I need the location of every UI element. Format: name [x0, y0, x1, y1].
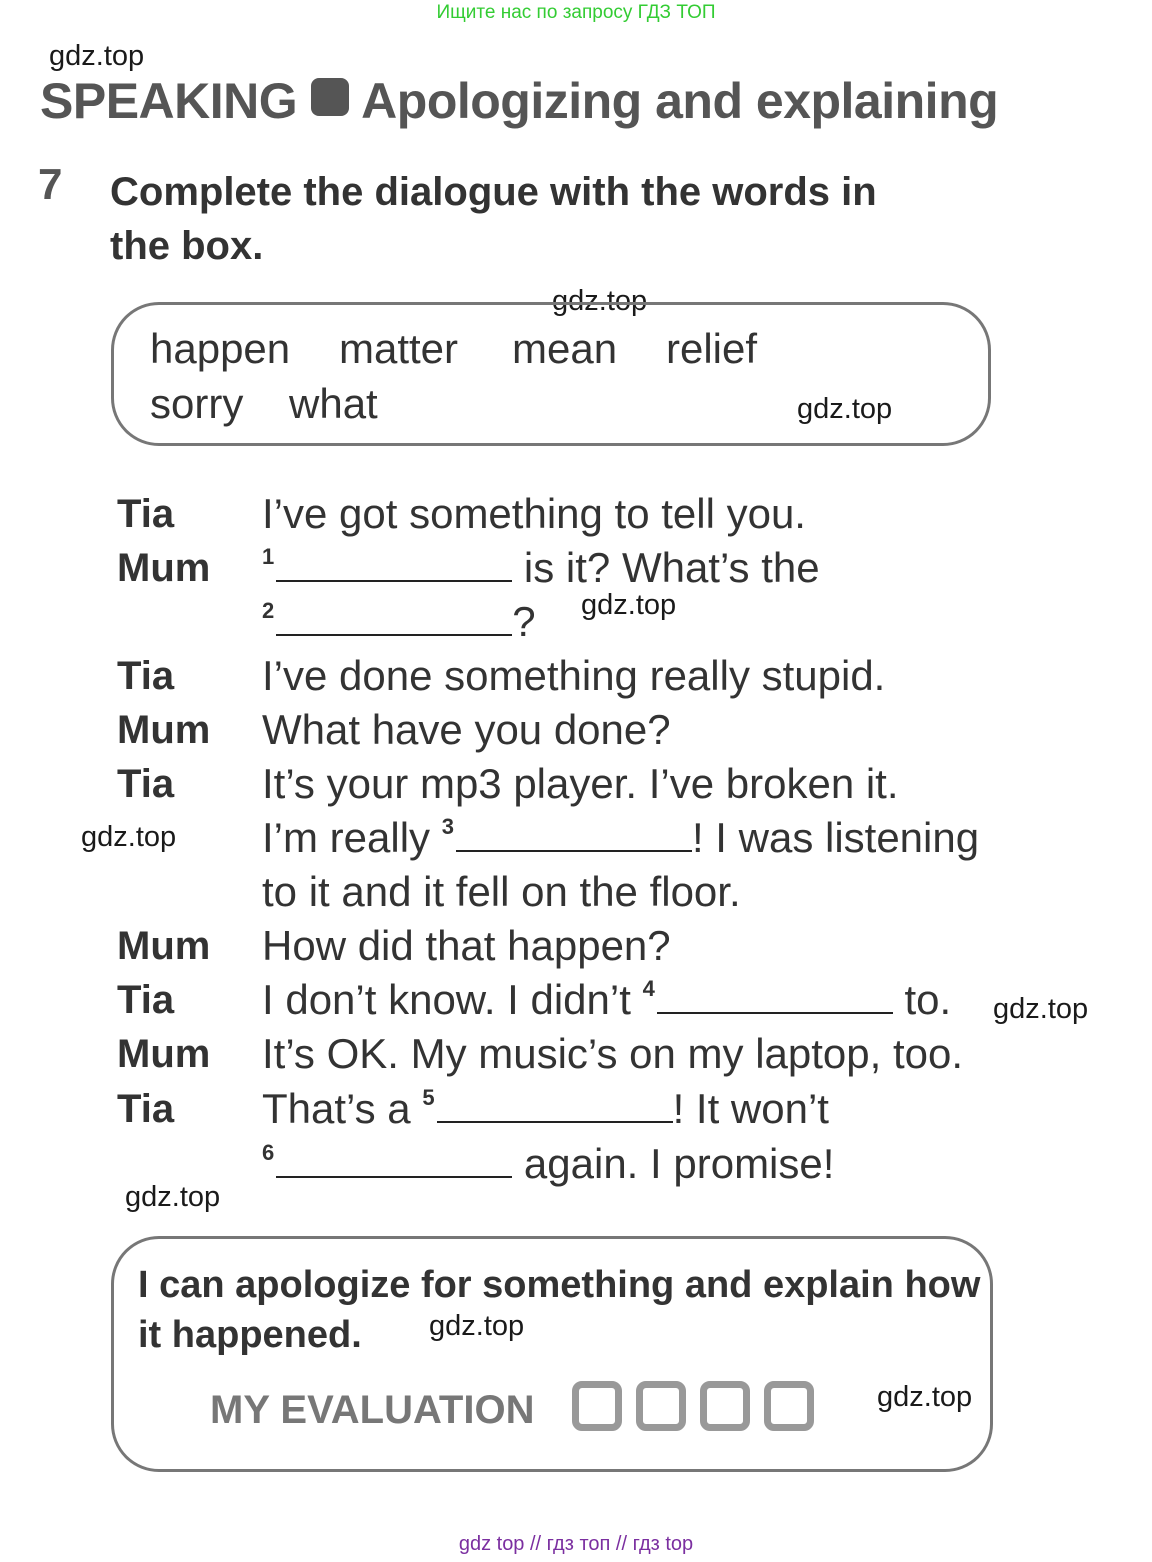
dialogue-line: It’s OK. My music’s on my laptop, too.	[262, 1030, 964, 1077]
answer-blank[interactable]	[456, 818, 692, 852]
evaluation-checkbox[interactable]	[764, 1381, 814, 1431]
can-do-statement: I can apologize for something and explain how it happened.	[138, 1264, 981, 1356]
dialogue-line: to it and it fell on the floor.	[262, 868, 741, 915]
dialogue-text: ! It won’t	[672, 1085, 829, 1132]
dialogue-text: That’s a	[262, 1085, 423, 1132]
dialogue-line: What have you done?	[262, 706, 671, 753]
word-box-item: happen	[150, 325, 291, 372]
dialogue-text: ?	[512, 598, 536, 645]
top-banner: Ищите нас по запросу ГДЗ ТОП	[436, 2, 716, 23]
watermark: gdz.top	[81, 821, 177, 853]
dialogue-text: is it? What’s the	[512, 544, 820, 591]
dialogue-text: ! I was listening	[691, 814, 980, 861]
speaker-name: Tia	[117, 762, 175, 806]
exercise-number: 7	[38, 160, 63, 209]
dialogue-text: to.	[892, 976, 952, 1023]
dialogue-line: I’ve done something really stupid.	[262, 652, 886, 699]
section-heading	[40, 72, 998, 130]
evaluation-label: MY EVALUATION	[210, 1388, 535, 1432]
gap-number: 5	[422, 1085, 435, 1110]
dialogue-line: It’s your mp3 player. I’ve broken it.	[262, 760, 899, 807]
exercise-instruction: Complete the dialogue with the words in the box.	[110, 170, 877, 268]
dialogue-text: I don’t know. I didn’t	[262, 976, 643, 1023]
word-box-item: mean	[512, 325, 618, 372]
gap-number: 4	[642, 976, 655, 1001]
evaluation-checkbox[interactable]	[572, 1381, 622, 1431]
dialogue-line	[262, 544, 820, 592]
section-bullet-icon	[311, 78, 349, 116]
speaker-name: Mum	[117, 1032, 211, 1076]
dialogue-line: I’ve got something to tell you.	[262, 490, 806, 537]
watermark: gdz.top	[581, 589, 677, 621]
watermark: gdz.top	[993, 993, 1089, 1025]
answer-blank[interactable]	[276, 548, 512, 582]
answer-blank[interactable]	[276, 1144, 512, 1178]
dialogue-line	[262, 976, 951, 1024]
word-box-item: what	[289, 380, 378, 427]
answer-blank[interactable]	[276, 602, 512, 636]
dialogue-text: again. I promise!	[512, 1140, 835, 1187]
dialogue-line: How did that happen?	[262, 922, 671, 969]
speaker-name: Mum	[117, 924, 211, 968]
word-box-item: matter	[339, 325, 459, 372]
dialogue-line	[262, 598, 536, 646]
watermark: gdz.top	[49, 40, 145, 72]
evaluation-checkbox[interactable]	[636, 1381, 686, 1431]
speaker-name: Tia	[117, 492, 175, 536]
word-box-item: relief	[666, 325, 758, 372]
dialogue-line	[262, 814, 979, 862]
dialogue-text: I’m really	[262, 814, 442, 861]
watermark: gdz.top	[125, 1181, 221, 1213]
gap-number: 2	[262, 598, 275, 623]
watermark: gdz.top	[429, 1310, 525, 1342]
answer-blank[interactable]	[437, 1089, 673, 1123]
speaker-name: Tia	[117, 978, 175, 1022]
speaker-name: Mum	[117, 708, 211, 752]
gap-number: 1	[262, 544, 275, 569]
dialogue-line	[262, 1140, 834, 1188]
watermark: gdz.top	[552, 285, 648, 317]
footer-links: gdz top // гдз топ // гдз top	[458, 1533, 694, 1555]
gap-number: 6	[262, 1140, 275, 1165]
speaker-name: Tia	[117, 1087, 175, 1131]
watermark: gdz.top	[877, 1381, 973, 1413]
section-label: SPEAKING	[40, 73, 298, 129]
speaker-name: Mum	[117, 546, 211, 590]
section-title: Apologizing and explaining	[361, 73, 999, 129]
speaker-name: Tia	[117, 654, 175, 698]
dialogue-line	[262, 1085, 829, 1133]
watermark: gdz.top	[797, 393, 893, 425]
word-box-item: sorry	[150, 380, 244, 427]
evaluation-checkbox[interactable]	[700, 1381, 750, 1431]
gap-number: 3	[441, 814, 454, 839]
answer-blank[interactable]	[657, 980, 893, 1014]
